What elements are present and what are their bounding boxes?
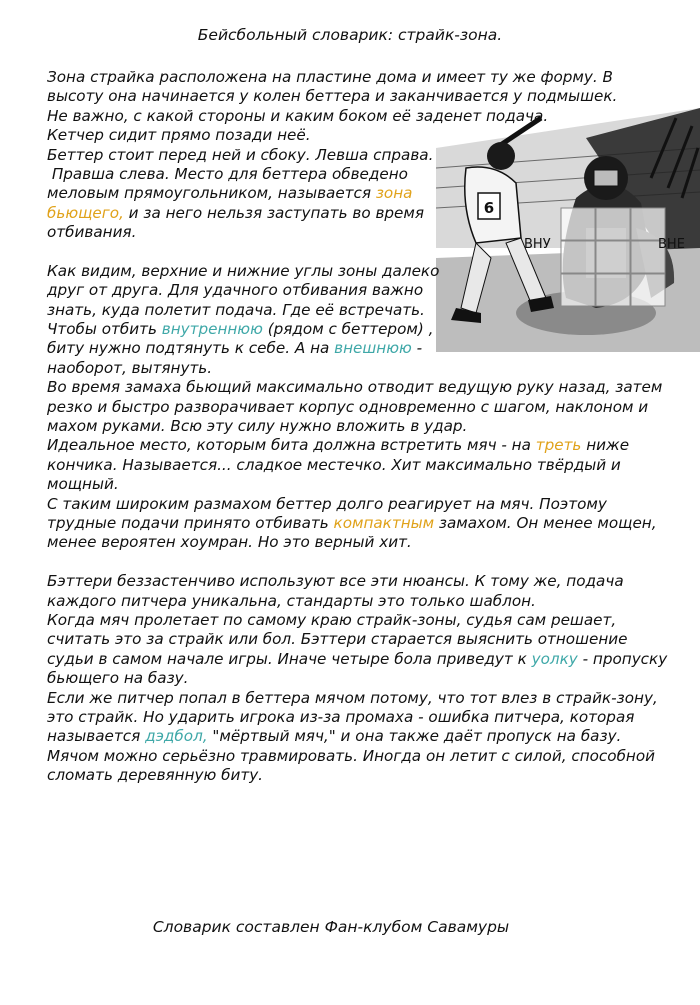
text-segment: - пропуску	[577, 649, 668, 668]
text-line: знать, куда полетит подача. Где её встречать.	[47, 300, 425, 319]
text-line: сломать деревянную биту.	[47, 766, 264, 785]
footer-credit: Словарик составлен Фан-клубом Савамуры	[152, 918, 510, 936]
text-line: отбивания.	[47, 223, 137, 242]
text-line: махом руками. Всю эту силу нужно вложить в удар.	[47, 417, 468, 436]
text-line: высоту она начинается у колен беттера и заканчивается у подмышек.	[47, 87, 618, 106]
paragraph-gap	[47, 553, 687, 572]
text-line	[47, 320, 687, 339]
term-highlight: бьющего,	[47, 203, 124, 222]
inside-label: ВНУ	[524, 237, 551, 252]
text-segment: Идеальное место, которым бита должна встретить мяч - на	[47, 436, 536, 455]
text-line: Бэттери беззастенчиво используют все эти нюансы. К тому же, подача	[47, 572, 624, 591]
jersey-number: 6	[483, 199, 495, 217]
text-line: Когда мяч пролетает по самому краю страйк-зоны, судья сам решает,	[47, 610, 617, 629]
paragraph-battery	[47, 572, 687, 785]
text-segment: трудные подачи принято отбивать	[47, 513, 334, 532]
text-line: друг от друга. Для удачного отбивания важно	[47, 281, 424, 300]
paragraph-batting	[47, 262, 687, 553]
text-line	[47, 339, 687, 358]
text-segment: (рядом с беттером) ,	[262, 320, 434, 339]
text-segment: Чтобы отбить	[47, 320, 162, 339]
article-body	[47, 68, 687, 785]
text-line: Не важно, с какой стороны и каким боком её заденет подача.	[47, 106, 549, 125]
text-segment: ниже	[581, 436, 630, 455]
text-line: Как видим, верхние и нижние углы зоны далеко	[47, 261, 440, 280]
text-segment: называется	[47, 727, 146, 746]
text-line: каждого питчера уникальна, стандарты это только шаблон.	[47, 591, 536, 610]
outside-label: ВНЕ	[658, 237, 685, 252]
text-line: мощный.	[47, 475, 119, 494]
text-line: считать это за страйк или бол. Бэттери старается выяснить отношение	[47, 630, 628, 649]
text-segment: "мёртвый мяч," и она также даёт пропуск на базу.	[207, 727, 622, 746]
term-highlight: уолку	[531, 649, 578, 668]
text-segment: и за него нельзя заступать во время	[123, 203, 424, 222]
text-line: бьющего на базу.	[47, 669, 189, 688]
text-line	[47, 650, 687, 669]
text-segment: биту нужно подтянуть к себе. А на	[47, 339, 335, 358]
text-line: кончика. Называется... сладкое местечко. Хит максимально твёрдый и	[47, 455, 621, 474]
text-segment: -	[411, 339, 423, 358]
text-line: Беттер стоит перед ней и сбоку. Левша справа.	[47, 145, 434, 164]
text-line: Во время замаха бьющий максимально отводит ведущую руку назад, затем	[47, 378, 663, 397]
paragraph-gap	[47, 243, 687, 262]
text-line: это страйк. Но ударить игрока из-за промаха - ошибка питчера, которая	[47, 707, 635, 726]
text-line: Кетчер сидит прямо позади неё.	[47, 126, 311, 145]
text-line: Зона страйка расположена на пластине дома и имеет ту же форму. В	[47, 68, 613, 86]
text-line: Мячом можно серьёзно травмировать. Иногда он летит с силой, способной	[47, 746, 656, 765]
page-title: Бейсбольный словарик: страйк-зона.	[197, 26, 503, 44]
text-line: менее вероятен хоумран. Но это верный хит.	[47, 533, 412, 552]
text-segment: замахом. Он менее мощен,	[434, 513, 657, 532]
term-highlight: внешнюю	[334, 339, 412, 358]
term-highlight: треть	[535, 436, 582, 455]
text-line	[47, 184, 687, 203]
text-line: Правша слева. Место для беттера обведено	[47, 164, 408, 183]
term-highlight: компактным	[333, 513, 435, 532]
text-segment: судьи в самом начале игры. Иначе четыре бола приведут к	[47, 649, 532, 668]
term-highlight: дэдбол,	[145, 727, 208, 746]
text-line: Если же питчер попал в беттера мячом потому, что тот влез в страйк-зону,	[47, 688, 658, 707]
text-line: резко и быстро разворачивает корпус одновременно с шагом, наклоном и	[47, 397, 649, 416]
text-line: наоборот, вытянуть.	[47, 358, 213, 377]
term-highlight: внутреннюю	[161, 320, 263, 339]
text-line	[47, 204, 687, 223]
term-highlight: зона	[375, 184, 413, 203]
paragraph-strike-zone	[47, 68, 687, 243]
text-segment: меловым прямоугольником, называется	[47, 184, 376, 203]
text-line: С таким широким размахом беттер долго реагирует на мяч. Поэтому	[47, 494, 607, 513]
text-line	[47, 727, 687, 746]
text-line	[47, 436, 687, 455]
text-line	[47, 514, 687, 533]
